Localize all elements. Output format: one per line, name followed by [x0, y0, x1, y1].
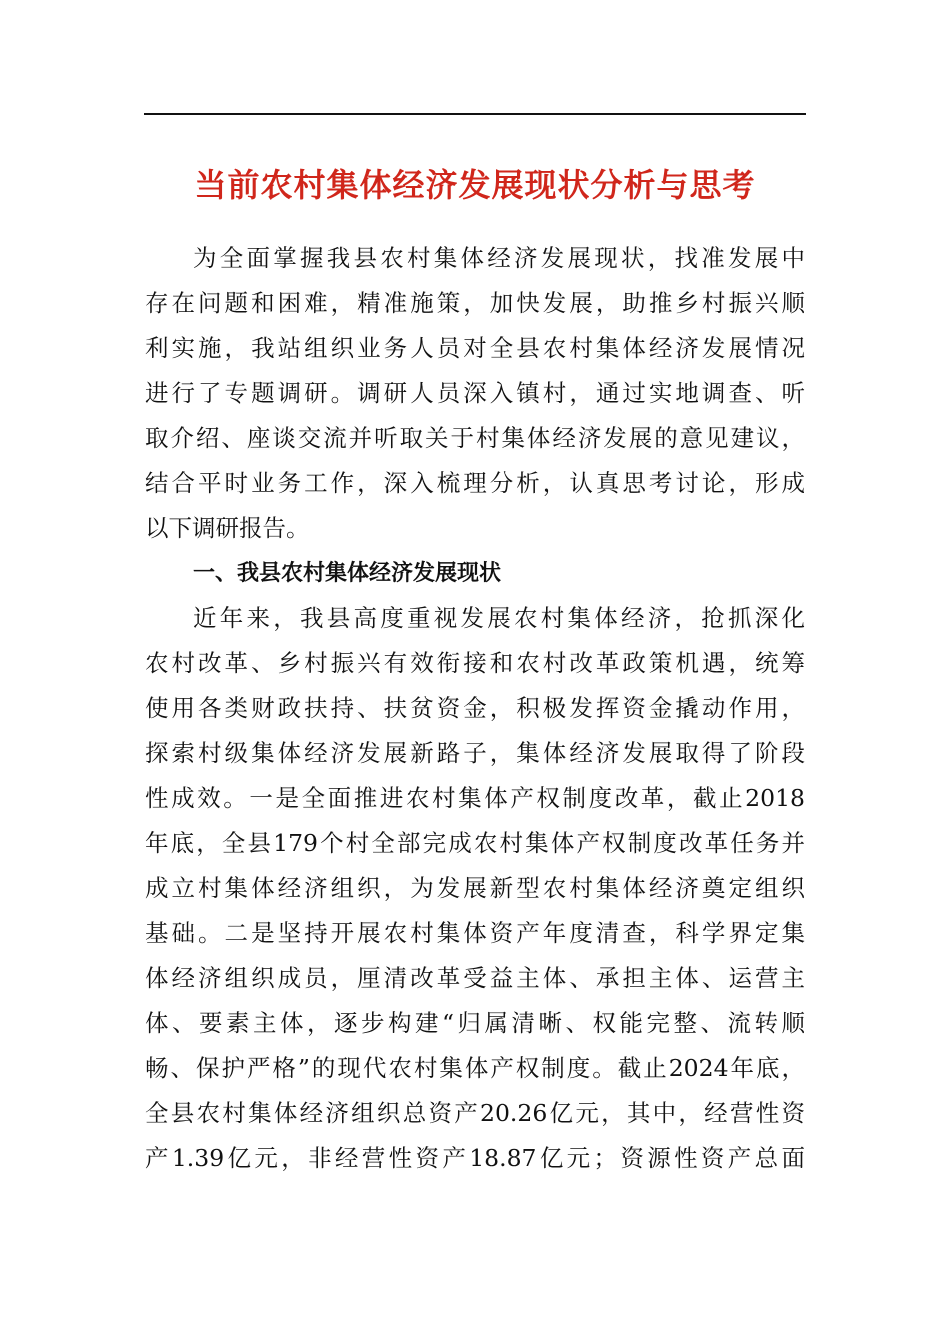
text-line: 取介绍、座谈交流并听取关于村集体经济发展的意见建议，: [145, 424, 805, 452]
text-line: 进行了专题调研。调研人员深入镇村，通过实地调查、听: [145, 379, 805, 407]
text-line: 体、要素主体，逐步构建“归属清晰、权能完整、流转顺: [145, 1009, 805, 1037]
section-heading: 一、我县农村集体经济发展现状: [193, 561, 502, 586]
text-line: 使用各类财政扶持、扶贫资金，积极发挥资金撬动作用，: [145, 694, 805, 722]
text-line: 近年来，我县高度重视发展农村集体经济，抢抓深化: [193, 604, 805, 632]
header-rule: [144, 113, 806, 115]
text-line: 以下调研报告。: [145, 514, 310, 542]
text-line: 畅、保护严格”的现代农村集体产权制度。截止2024年底，: [145, 1054, 805, 1082]
text-line: 产1.39亿元，非经营性资产18.87亿元；资源性资产总面: [145, 1144, 805, 1172]
text-line: 基础。二是坚持开展农村集体资产年度清查，科学界定集: [145, 919, 805, 947]
document-body: [145, 236, 805, 1181]
text-line: 探索村级集体经济发展新路子，集体经济发展取得了阶段: [145, 739, 805, 767]
text-line: 性成效。一是全面推进农村集体产权制度改革，截止2018: [145, 784, 805, 812]
text-line: 利实施，我站组织业务人员对全县农村集体经济发展情况: [145, 334, 805, 362]
text-line: 年底，全县179个村全部完成农村集体产权制度改革任务并: [145, 829, 805, 857]
text-line: 为全面掌握我县农村集体经济发展现状，找准发展中: [193, 244, 805, 272]
text-line: 全县农村集体经济组织总资产20.26亿元，其中，经营性资: [145, 1099, 805, 1127]
document-title: 当前农村集体经济发展现状分析与思考: [194, 166, 756, 204]
text-line: 农村改革、乡村振兴有效衔接和农村改革政策机遇，统筹: [145, 649, 805, 677]
text-line: 成立村集体经济组织，为发展新型农村集体经济奠定组织: [145, 874, 805, 902]
text-line: 体经济组织成员，厘清改革受益主体、承担主体、运营主: [145, 964, 805, 992]
text-line: 结合平时业务工作，深入梳理分析，认真思考讨论，形成: [145, 469, 805, 497]
text-line: 存在问题和困难，精准施策，加快发展，助推乡村振兴顺: [145, 289, 805, 317]
